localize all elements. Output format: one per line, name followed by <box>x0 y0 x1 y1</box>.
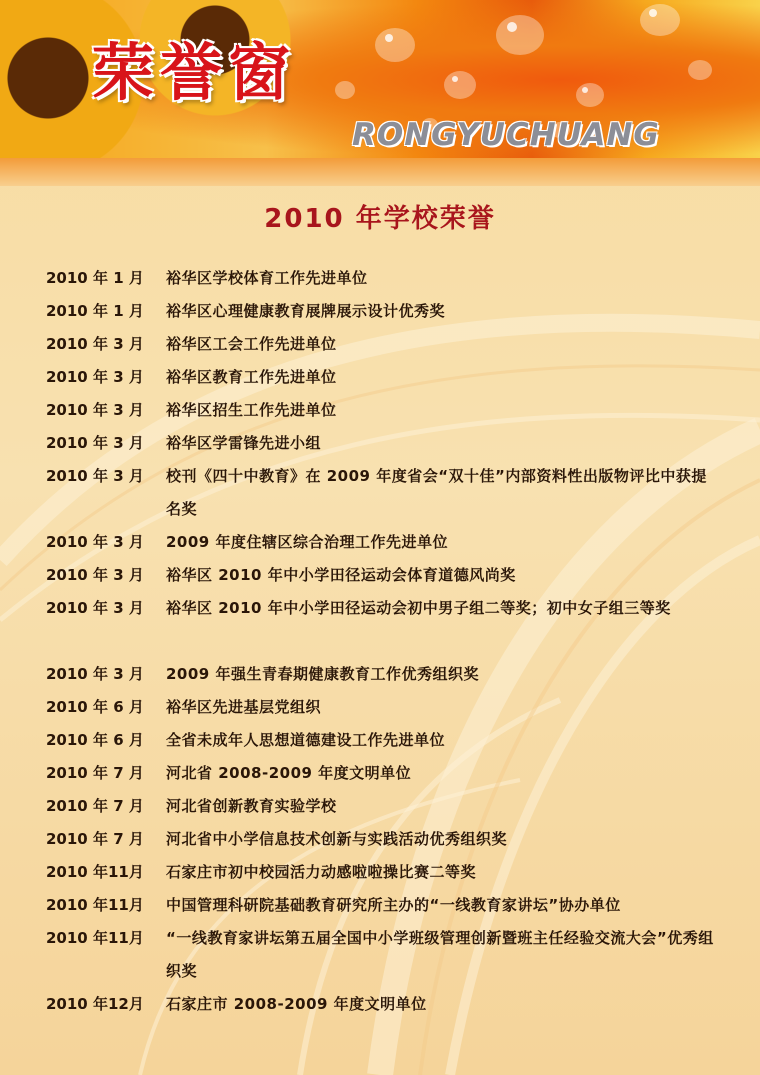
honor-date: 2010 年 3 月 <box>46 665 144 683</box>
honor-date: 2010 年 7 月 <box>46 764 144 782</box>
honor-text: 石家庄市 2008-2009 年度文明单位 <box>166 995 427 1013</box>
banner-title: 荣誉窗 <box>92 36 297 109</box>
honor-date: 2010 年 3 月 <box>46 467 144 485</box>
banner-divider-strip <box>0 158 760 186</box>
honor-text: “一线教育家讲坛第五届全国中小学班级管理创新暨班主任经验交流大会”优秀组织奖 <box>166 929 714 980</box>
honor-date: 2010 年 3 月 <box>46 599 144 617</box>
honor-date: 2010 年 3 月 <box>46 434 144 452</box>
honor-text: 2009 年强生青春期健康教育工作优秀组织奖 <box>166 665 479 683</box>
honor-list <box>0 262 760 1021</box>
honor-text: 2009 年度住辖区综合治理工作先进单位 <box>166 533 448 551</box>
honor-text: 河北省 2008-2009 年度文明单位 <box>166 764 412 782</box>
banner-subtitle: RONGYUCHUANG <box>352 117 660 153</box>
honor-date: 2010 年11月 <box>46 896 144 914</box>
honor-text: 裕华区 2010 年中小学田径运动会初中男子组二等奖；初中女子组三等奖 <box>166 599 671 617</box>
honor-date: 2010 年 6 月 <box>46 698 144 716</box>
honor-date: 2010 年 3 月 <box>46 401 144 419</box>
honor-date: 2010 年 3 月 <box>46 368 144 386</box>
honor-row <box>0 592 760 658</box>
honor-row <box>0 856 760 889</box>
honor-row <box>0 922 760 988</box>
honor-text: 河北省中小学信息技术创新与实践活动优秀组织奖 <box>166 830 508 848</box>
honor-row <box>0 394 760 427</box>
honor-date: 2010 年11月 <box>46 863 144 881</box>
honor-date: 2010 年 7 月 <box>46 797 144 815</box>
honor-text: 石家庄市初中校园活力动感啦啦操比赛二等奖 <box>166 863 477 881</box>
honor-date: 2010 年 3 月 <box>46 335 144 353</box>
honor-text: 中国管理科研院基础教育研究所主办的“一线教育家讲坛”协办单位 <box>166 896 621 914</box>
header-banner <box>0 0 760 160</box>
honor-date: 2010 年12月 <box>46 995 144 1013</box>
honor-text: 裕华区教育工作先进单位 <box>166 368 337 386</box>
honor-text: 裕华区心理健康教育展牌展示设计优秀奖 <box>166 302 446 320</box>
honor-row <box>0 658 760 691</box>
honor-row <box>0 757 760 790</box>
honor-row <box>0 823 760 856</box>
honor-date: 2010 年 1 月 <box>46 269 144 287</box>
honor-text: 裕华区招生工作先进单位 <box>166 401 337 419</box>
honor-row <box>0 328 760 361</box>
honor-text: 裕华区先进基层党组织 <box>166 698 322 716</box>
honor-text: 校刊《四十中教育》在 2009 年度省会“双十佳”内部资料性出版物评比中获提名奖 <box>166 467 707 518</box>
honor-row <box>0 988 760 1021</box>
honor-row <box>0 889 760 922</box>
section-title: 2010 年学校荣誉 <box>264 204 496 234</box>
honor-text: 裕华区学校体育工作先进单位 <box>166 269 368 287</box>
honor-row <box>0 559 760 592</box>
honor-text: 河北省创新教育实验学校 <box>166 797 337 815</box>
honor-row <box>0 262 760 295</box>
honor-text: 裕华区工会工作先进单位 <box>166 335 337 353</box>
honor-text: 裕华区学雷锋先进小组 <box>166 434 322 452</box>
honor-date: 2010 年11月 <box>46 929 144 947</box>
honor-row <box>0 724 760 757</box>
honor-text: 全省未成年人思想道德建设工作先进单位 <box>166 731 446 749</box>
honor-text: 裕华区 2010 年中小学田径运动会体育道德风尚奖 <box>166 566 516 584</box>
honor-row <box>0 460 760 526</box>
honor-row <box>0 295 760 328</box>
honor-date: 2010 年 3 月 <box>46 533 144 551</box>
honor-row <box>0 427 760 460</box>
honor-date: 2010 年 6 月 <box>46 731 144 749</box>
honor-row <box>0 691 760 724</box>
honor-date: 2010 年 7 月 <box>46 830 144 848</box>
honor-date: 2010 年 1 月 <box>46 302 144 320</box>
honor-row <box>0 526 760 559</box>
honor-row <box>0 790 760 823</box>
honor-row <box>0 361 760 394</box>
honor-date: 2010 年 3 月 <box>46 566 144 584</box>
